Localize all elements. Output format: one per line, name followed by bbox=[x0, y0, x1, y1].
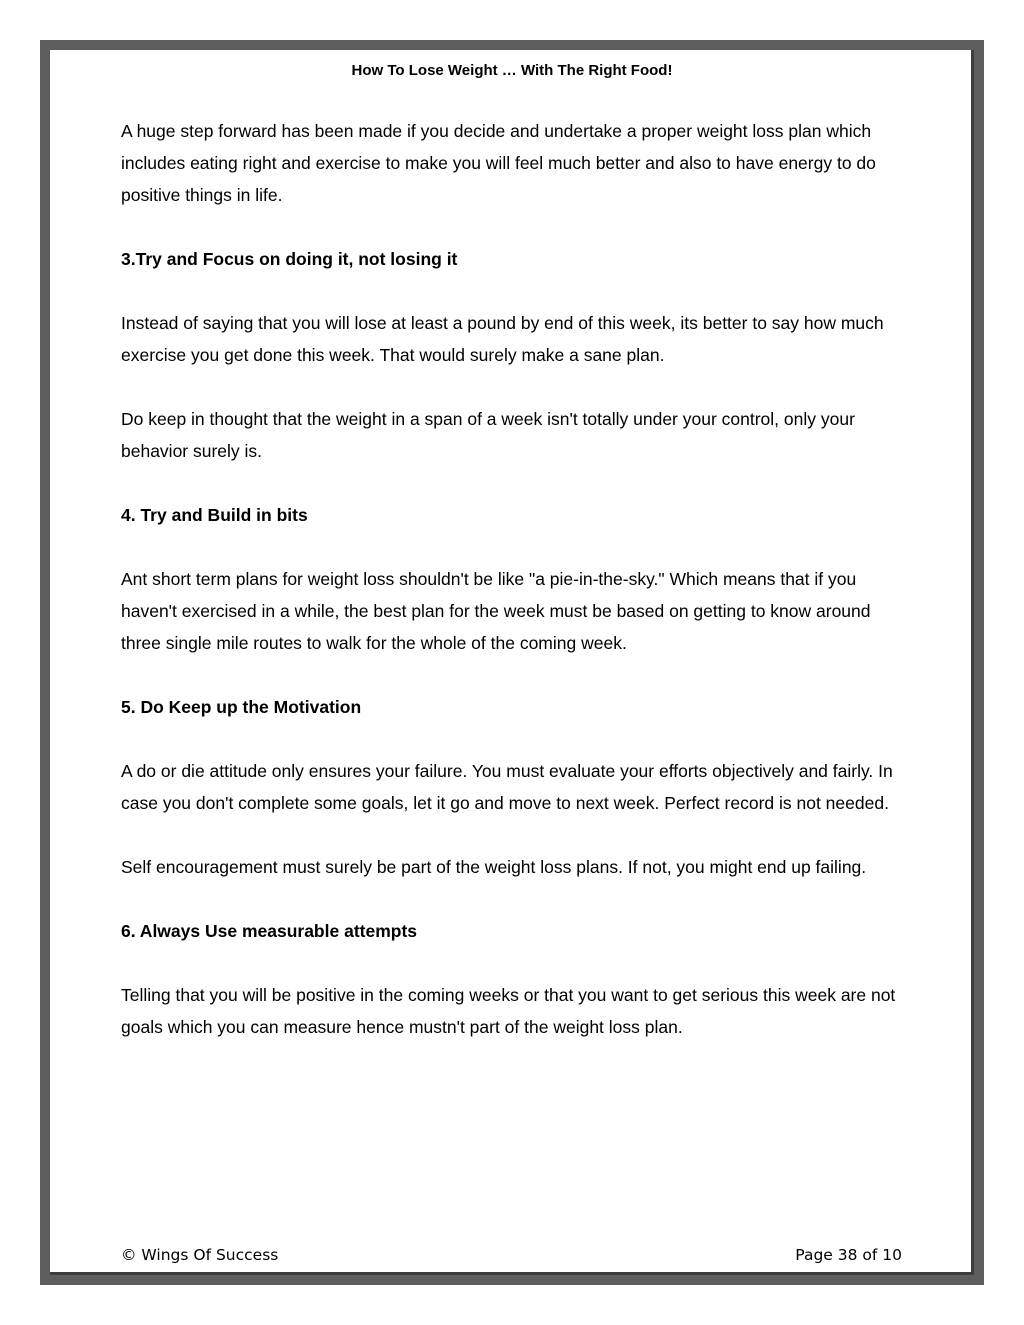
section-paragraph: Do keep in thought that the weight in a span of a week isn't totally under your control, only your behavior surely is. bbox=[121, 409, 855, 461]
section-paragraph: A do or die attitude only ensures your failure. You must evaluate your efforts objectively and fairly. In case you don't complete some goals, let it go and move to next week. Perfect record is not needed. bbox=[121, 761, 893, 813]
section-paragraph: Instead of saying that you will lose at least a pound by end of this week, its better to say how much exercise you get done this week. That would surely make a sane plan. bbox=[121, 313, 884, 365]
page-number: Page 38 of 10 bbox=[795, 1246, 902, 1264]
frame-shadow-bottom bbox=[50, 1272, 974, 1275]
running-header: How To Lose Weight … With The Right Food! bbox=[351, 62, 673, 79]
section-heading: 5. Do Keep up the Motivation bbox=[121, 697, 362, 717]
section-heading: 3.Try and Focus on doing it, not losing it bbox=[121, 249, 458, 269]
section-heading: 4. Try and Build in bits bbox=[121, 505, 308, 525]
section-heading: 6. Always Use measurable attempts bbox=[121, 921, 418, 941]
section-paragraph: Telling that you will be positive in the coming weeks or that you want to get serious this week are not goals which you can measure hence mustn't part of the weight loss plan. bbox=[121, 985, 896, 1037]
frame-shadow-right bbox=[971, 50, 974, 1275]
intro-paragraph: A huge step forward has been made if you decide and undertake a proper weight loss plan which includes eating right and exercise to make you will feel much better and also to have energy to do positive things in life. bbox=[121, 121, 876, 205]
copyright-text: © Wings Of Success bbox=[121, 1246, 279, 1264]
section-paragraph: Ant short term plans for weight loss shouldn't be like "a pie-in-the-sky." Which means that if you haven't exercised in a while, the best plan for the week must be based on getting to know around three single mile routes to walk for the whole of the coming week. bbox=[121, 569, 871, 653]
section-paragraph: Self encouragement must surely be part of the weight loss plans. If not, you might end up failing. bbox=[121, 857, 867, 877]
page-content bbox=[121, 115, 911, 1075]
